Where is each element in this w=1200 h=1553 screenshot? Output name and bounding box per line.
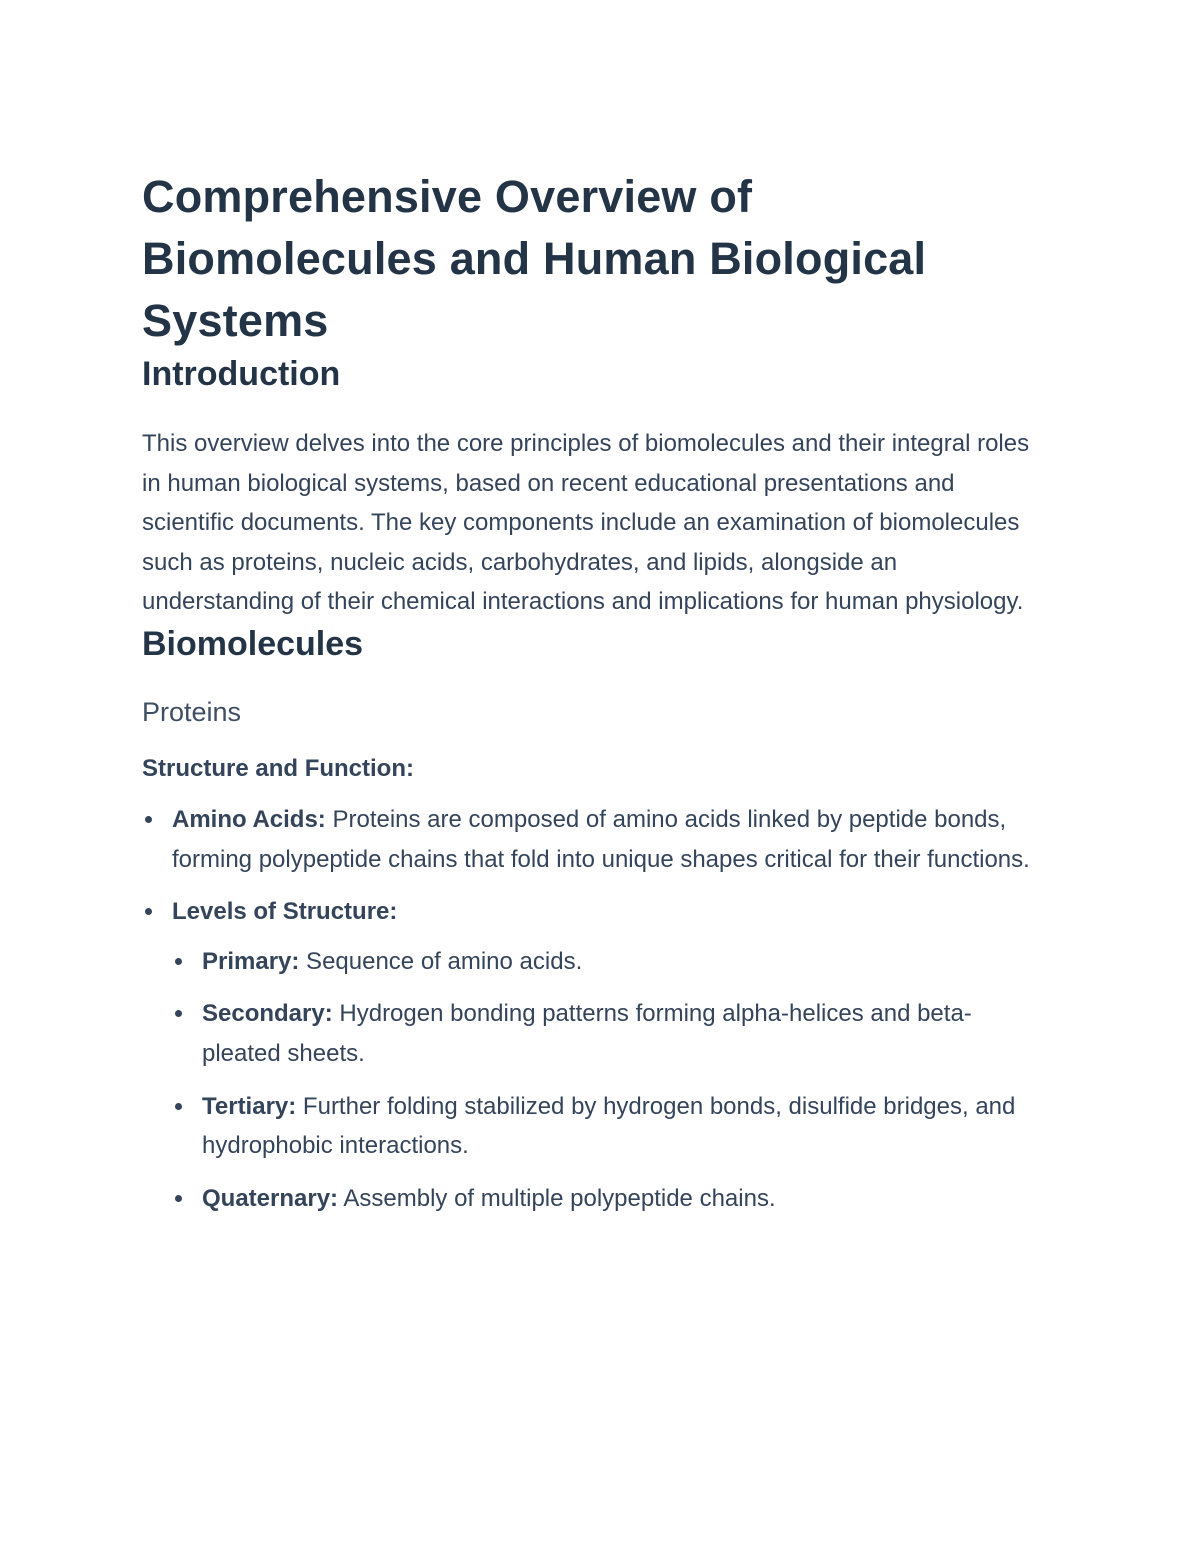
sublist-item-term: Primary: (202, 947, 300, 975)
list-item-amino-acids (142, 800, 1052, 879)
sublist-item-quaternary (172, 1179, 1022, 1219)
document-page (142, 166, 1052, 1231)
list-item-term: Amino Acids: (172, 805, 326, 833)
sublist-item-text: Sequence of amino acids. (299, 947, 583, 975)
sublist-item-secondary (172, 994, 1022, 1073)
sublist-item-term: Tertiary: (202, 1092, 297, 1120)
biomolecules-heading: Biomolecules (142, 624, 364, 663)
introduction-paragraph: This overview delves into the core principles of biomolecules and their integral roles in human biological systems, based on recent educational presentations and scientific documents. The key components include an examination of biomolecules such as proteins, nucleic acids, carbohydrates, and lipids, alongside an understanding of their chemical interactions and implications for human physiology. (142, 430, 1030, 616)
sublist-item-text: Assembly of multiple polypeptide chains. (338, 1184, 776, 1212)
sublist-item-text: Further folding stabilized by hydrogen bonds, disulfide bridges, and hydrophobic interactions. (202, 1092, 1016, 1160)
sublist-item-text: Hydrogen bonding patterns forming alpha-helices and beta-pleated sheets. (202, 1000, 972, 1067)
proteins-list (142, 800, 1052, 1218)
sublist-item-term: Quaternary: (202, 1184, 339, 1212)
proteins-heading: Proteins (142, 696, 242, 727)
sublist-item-tertiary (172, 1087, 1022, 1166)
list-item-levels-of-structure (142, 892, 1052, 1218)
list-item-term: Levels of Structure: (172, 898, 398, 926)
introduction-heading: Introduction (142, 355, 341, 393)
document-title: Comprehensive Overview of Biomolecules and Human Biological Systems (142, 171, 927, 346)
list-item-text: Proteins are composed of amino acids linked by peptide bonds, forming polypeptide chains that fold into unique shapes critical for their functions. (172, 805, 1030, 873)
structure-levels-sublist (172, 942, 1052, 1219)
structure-function-label: Structure and Function: (142, 754, 414, 782)
sublist-item-term: Secondary: (202, 1000, 333, 1028)
sublist-item-primary (172, 942, 1022, 982)
